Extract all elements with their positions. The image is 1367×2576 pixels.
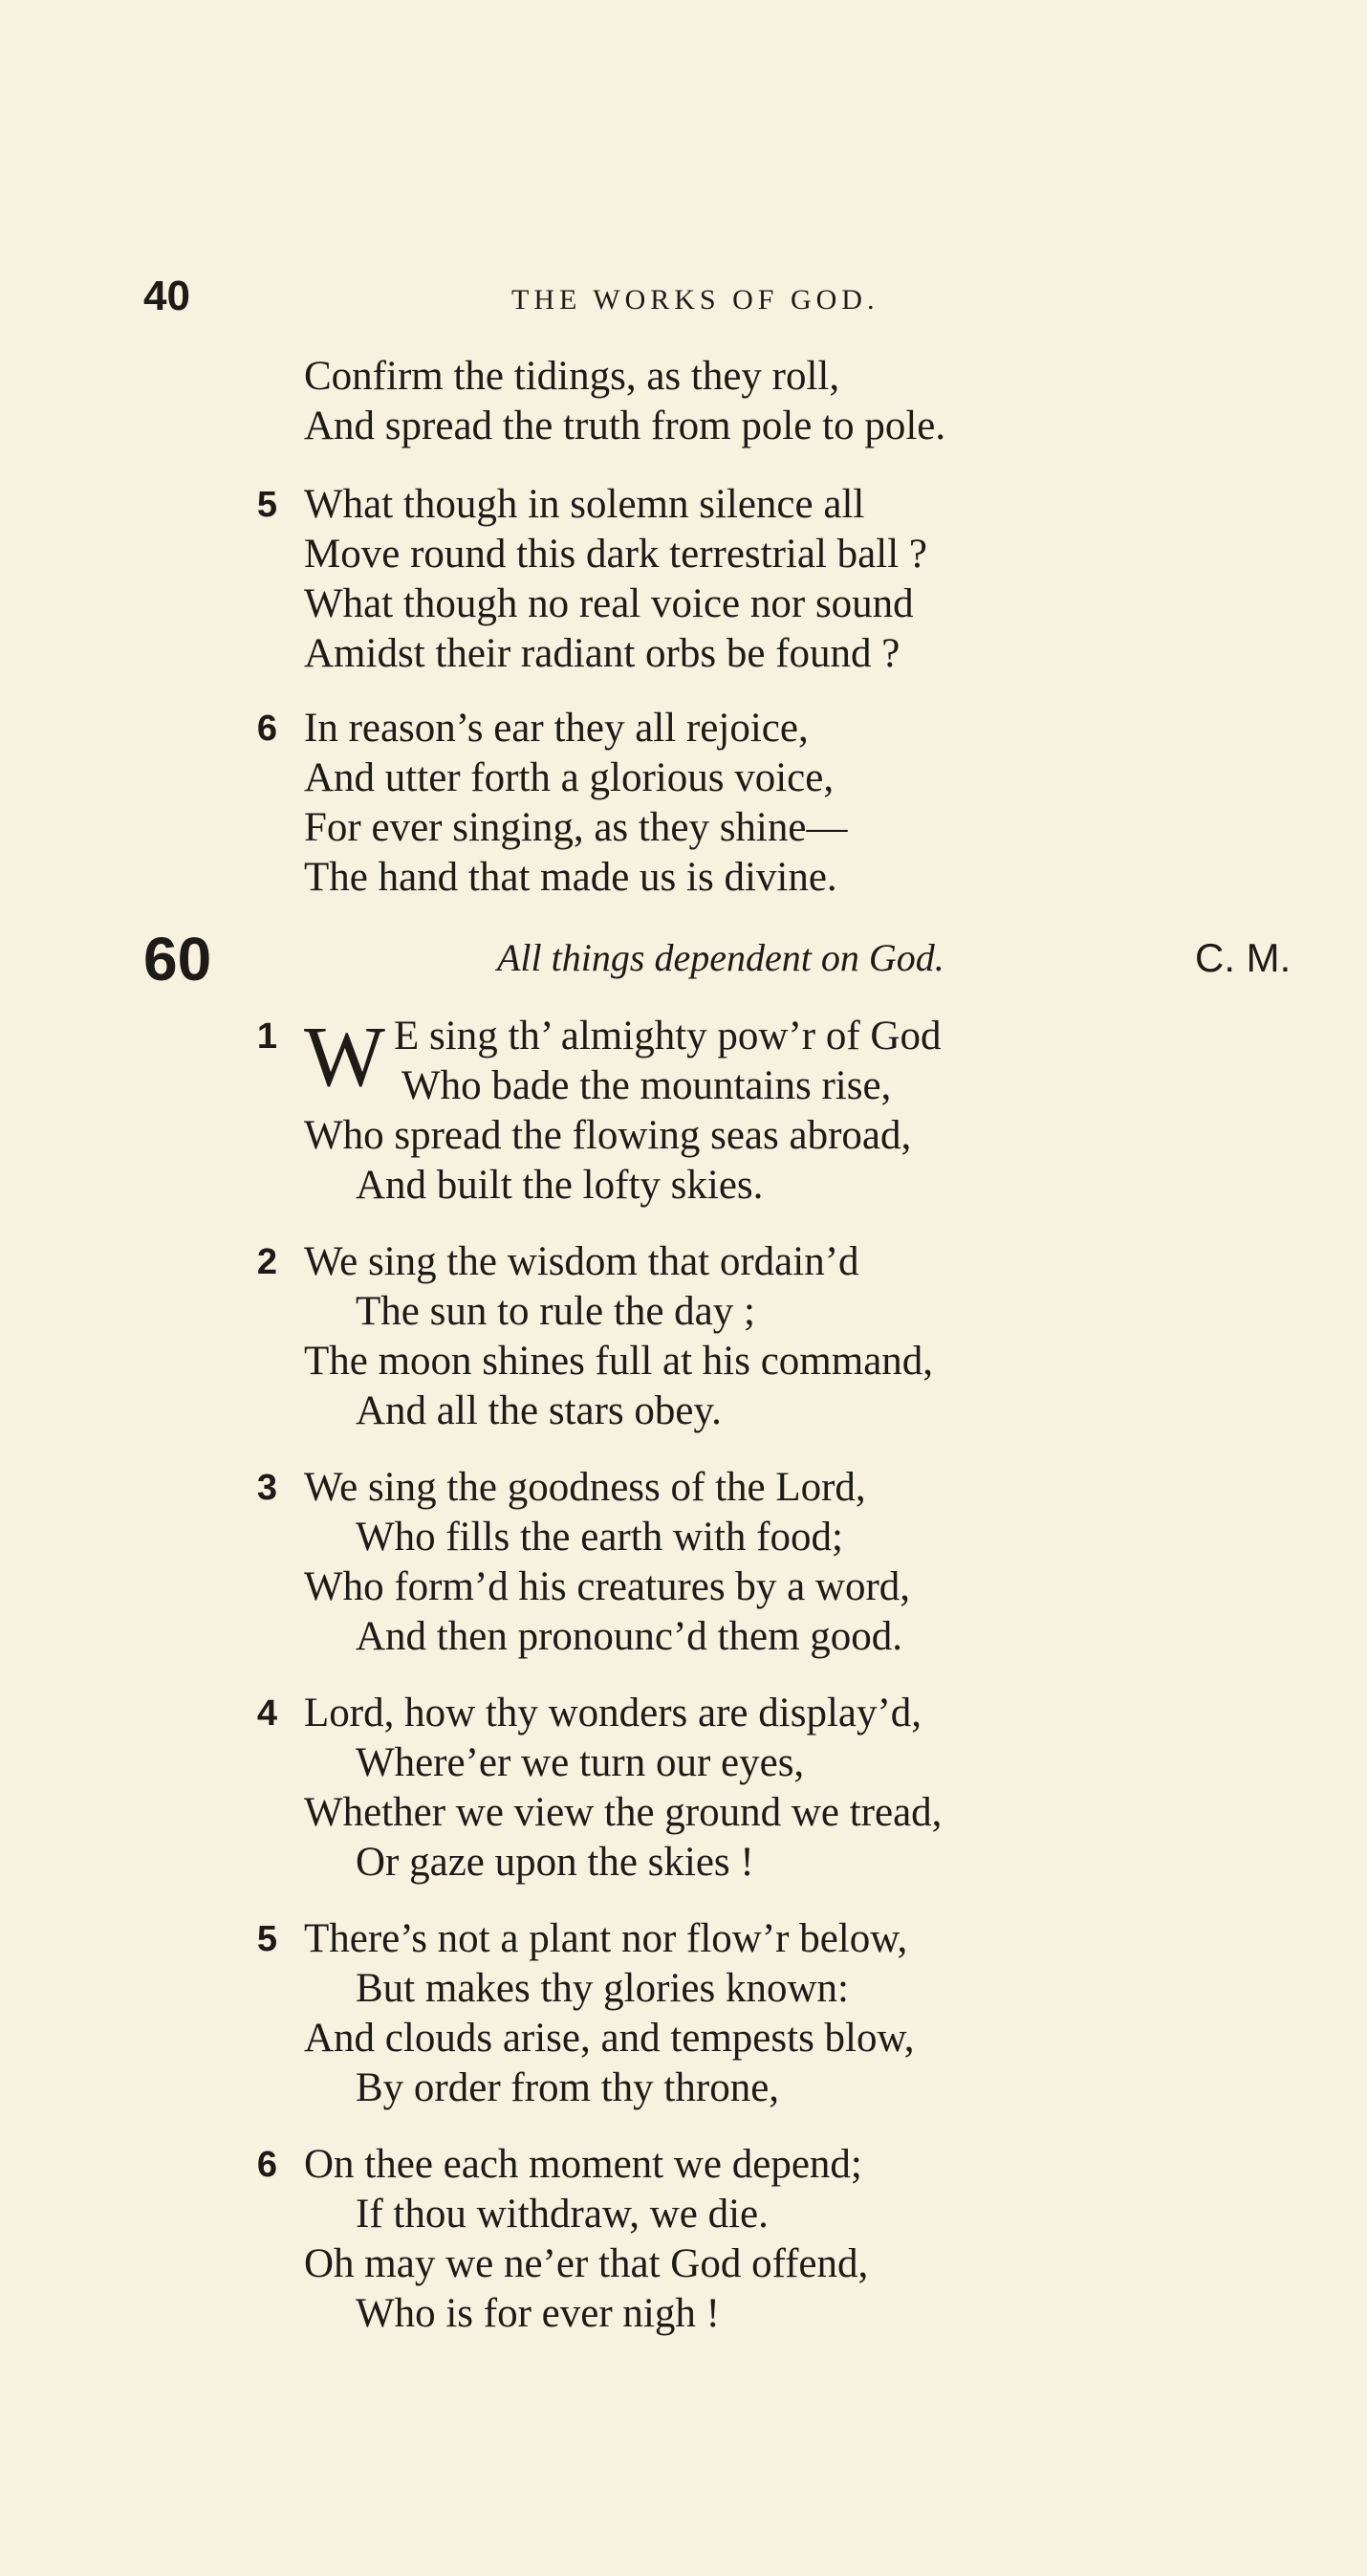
hymn-stanza bbox=[0, 1914, 1367, 2113]
verse-text: The hand that made us is divine. bbox=[304, 855, 837, 900]
verse-text: And then pronounc’d them good. bbox=[356, 1614, 903, 1659]
verse-line bbox=[0, 2063, 1367, 2113]
verse-line bbox=[0, 1061, 1367, 1111]
verse-text: We sing the goodness of the Lord, bbox=[304, 1465, 866, 1510]
stanza-number: 3 bbox=[256, 1468, 277, 1508]
stanza-number: 1 bbox=[256, 1016, 277, 1057]
verse-text: If thou withdraw, we die. bbox=[356, 2192, 769, 2237]
stanza-number: 5 bbox=[256, 1919, 277, 1959]
hymn-heading bbox=[0, 926, 1367, 993]
verse-text: What though in solemn silence all bbox=[304, 482, 865, 527]
hymn-stanza bbox=[0, 1689, 1367, 1888]
verse-text: Amidst their radiant orbs be found ? bbox=[304, 631, 900, 676]
verse-text: But makes thy glories known: bbox=[356, 1966, 849, 2011]
verse-text: And clouds arise, and tempests blow, bbox=[304, 2016, 915, 2061]
verse-text: Who spread the flowing seas abroad, bbox=[304, 1113, 912, 1158]
verse-line bbox=[0, 579, 1367, 629]
stanza-number: 2 bbox=[256, 1242, 277, 1282]
verse-text: And built the lofty skies. bbox=[356, 1163, 764, 1208]
verse-text: By order from thy throne, bbox=[356, 2065, 780, 2110]
verse-line bbox=[0, 629, 1367, 679]
verse-line bbox=[0, 1738, 1367, 1788]
verse-line bbox=[0, 1689, 1367, 1738]
verse-line bbox=[0, 402, 1367, 451]
prev-hymn-stanza-continued bbox=[0, 352, 1367, 451]
verse-text: There’s not a plant nor flow’r below, bbox=[304, 1916, 908, 1961]
hymn-stanza bbox=[0, 1463, 1367, 1662]
verse-line bbox=[0, 1562, 1367, 1612]
verse-line bbox=[0, 1513, 1367, 1562]
hymn-meter: C. M. bbox=[1195, 935, 1291, 980]
verse-line bbox=[0, 753, 1367, 803]
prev-hymn-stanza bbox=[0, 480, 1367, 679]
verse-text: Where’er we turn our eyes, bbox=[356, 1740, 805, 1785]
page-header bbox=[143, 273, 1291, 330]
stanza-number: 5 bbox=[256, 485, 277, 525]
verse-line bbox=[0, 1914, 1367, 1964]
verse-text: We sing the wisdom that ordain’d bbox=[304, 1239, 859, 1284]
verse-text: And spread the truth from pole to pole. bbox=[304, 404, 946, 448]
hymn-title: All things dependent on God. bbox=[497, 936, 944, 979]
prev-hymn-stanza bbox=[0, 704, 1367, 903]
verse-line bbox=[0, 1161, 1367, 1211]
verse-line bbox=[0, 704, 1367, 753]
verse-line bbox=[0, 530, 1367, 579]
hymn-stanza bbox=[0, 1237, 1367, 1436]
verse-line bbox=[0, 2190, 1367, 2239]
verse-text: On thee each moment we depend; bbox=[304, 2142, 862, 2187]
verse-text: Or gaze upon the skies ! bbox=[356, 1840, 754, 1885]
hymn-stanza bbox=[0, 2140, 1367, 2339]
verse-text: Who fills the earth with food; bbox=[356, 1515, 843, 1560]
stanza-number: 6 bbox=[256, 2145, 277, 2185]
hymn-stanza bbox=[0, 1012, 1367, 1211]
verse-line bbox=[0, 1838, 1367, 1888]
verse-line bbox=[0, 803, 1367, 853]
verse-line bbox=[0, 1964, 1367, 2014]
drop-cap: W bbox=[304, 1010, 385, 1104]
verse-line bbox=[0, 1386, 1367, 1436]
verse-line bbox=[0, 2289, 1367, 2339]
stanza-number: 6 bbox=[256, 709, 277, 749]
verse-line bbox=[0, 1287, 1367, 1337]
verse-text: The sun to rule the day ; bbox=[356, 1289, 755, 1334]
verse-line bbox=[0, 1337, 1367, 1386]
verse-line bbox=[0, 1612, 1367, 1662]
verse-line bbox=[0, 352, 1367, 402]
verse-line bbox=[0, 853, 1367, 903]
verse-text: In reason’s ear they all rejoice, bbox=[304, 706, 809, 751]
verse-line bbox=[0, 2014, 1367, 2063]
verse-line bbox=[0, 2239, 1367, 2289]
verse-line bbox=[0, 1788, 1367, 1838]
running-head: THE WORKS OF GOD. bbox=[511, 284, 879, 316]
verse-text: Who is for ever nigh ! bbox=[356, 2291, 720, 2336]
verse-text: Confirm the tidings, as they roll, bbox=[304, 354, 840, 399]
verse-text: Lord, how thy wonders are display’d, bbox=[304, 1691, 922, 1736]
stanza-number: 4 bbox=[256, 1693, 277, 1734]
verse-line bbox=[0, 480, 1367, 530]
verse-text: For ever singing, as they shine— bbox=[304, 805, 848, 850]
verse-line bbox=[0, 2140, 1367, 2190]
verse-text: And all the stars obey. bbox=[356, 1388, 722, 1433]
verse-text: Whether we view the ground we tread, bbox=[304, 1790, 943, 1835]
verse-line bbox=[0, 1111, 1367, 1161]
verse-line bbox=[0, 1237, 1367, 1287]
verse-text: Who form’d his creatures by a word, bbox=[304, 1564, 911, 1609]
verse-text: Who bade the mountains rise, bbox=[401, 1063, 892, 1108]
verse-text: E sing th’ almighty pow’r of God bbox=[394, 1014, 942, 1059]
verse-text: Oh may we ne’er that God offend, bbox=[304, 2241, 869, 2286]
verse-text: What though no real voice nor sound bbox=[304, 581, 914, 626]
verse-text: Move round this dark terrestrial ball ? bbox=[304, 532, 927, 577]
verse-line bbox=[0, 1463, 1367, 1513]
verse-text: The moon shines full at his command, bbox=[304, 1339, 934, 1384]
verse-text: And utter forth a glorious voice, bbox=[304, 755, 835, 800]
page-number: 40 bbox=[143, 273, 190, 319]
hymn-number: 60 bbox=[143, 925, 212, 993]
